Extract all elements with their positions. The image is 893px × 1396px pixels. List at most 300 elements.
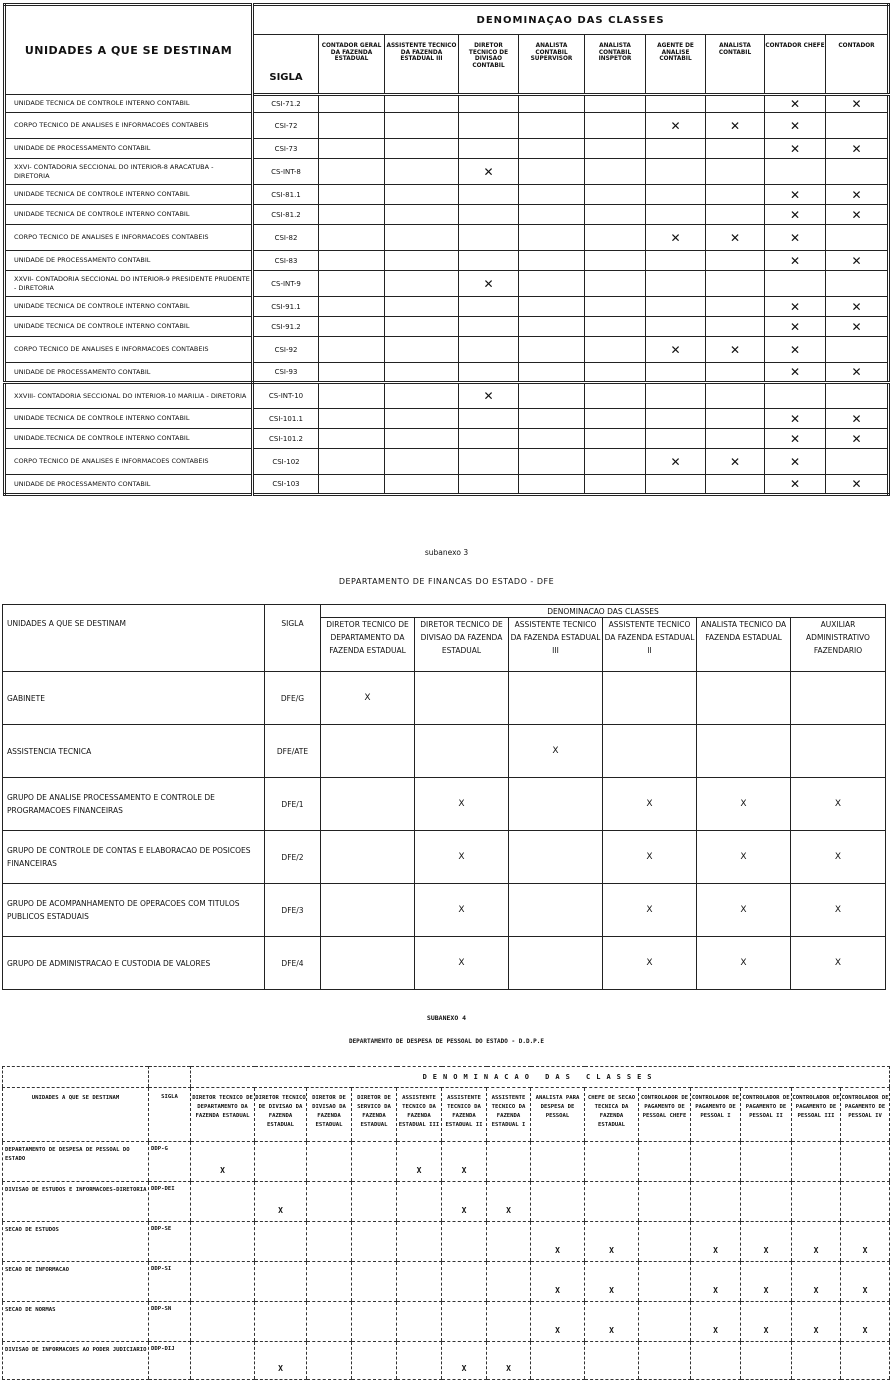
class-mark-cell: ✕ [765,429,826,449]
class-mark-cell [319,271,385,297]
class-mark-cell [646,159,706,185]
class-mark-cell [585,95,646,113]
class-mark-cell [519,185,585,205]
class-mark-cell [319,205,385,225]
class-mark-cell: ✕ [765,225,826,251]
class-mark-cell [585,297,646,317]
sigla-cell: CS-INT-9 [253,271,319,297]
class-mark-cell [519,449,585,475]
class-mark-cell [415,672,509,725]
class-header: ASSISTENTE TECNICO DA FAZENDA ESTADUAL I [487,1088,531,1142]
class-mark-cell [321,778,415,831]
subanexo-4-caption: SUBANEXO 4 [426,1014,467,1022]
class-mark-cell: X [741,1302,792,1342]
unit-cell: DIVISAO DE ESTUDOS E INFORMACOES-DIRETORIA [3,1182,149,1222]
class-mark-cell [519,475,585,495]
class-mark-cell [487,1302,531,1342]
table-row [3,672,886,725]
class-mark-cell [319,475,385,495]
class-mark-cell: X [531,1222,585,1262]
class-mark-cell [519,205,585,225]
units-header: UNIDADES A QUE SE DESTINAM [3,605,265,672]
class-mark-cell [585,139,646,159]
sigla-cell: CSI-91.1 [253,297,319,317]
class-mark-cell [352,1222,397,1262]
class-mark-cell [307,1222,352,1262]
class-mark-cell [321,884,415,937]
class-mark-cell [459,95,519,113]
class-mark-cell [706,159,765,185]
sigla-header: SIGLA [265,605,321,672]
unit-cell: UNIDADE TECNICA DE CONTROLE INTERNO CONTABIL [5,185,253,205]
class-mark-cell: X [741,1222,792,1262]
class-mark-cell [792,1342,841,1380]
class-mark-cell [585,363,646,383]
class-mark-cell [519,225,585,251]
class-mark-cell: ✕ [706,113,765,139]
class-mark-cell: ✕ [826,409,889,429]
class-mark-cell [519,113,585,139]
class-mark-cell [385,139,459,159]
unit-cell: SECAO DE INFORMACAO [3,1262,149,1302]
class-mark-cell [841,1142,890,1182]
class-header: CONTROLADOR DE PAGAMENTO DE PESSOAL CHEFE [639,1088,691,1142]
class-mark-cell: X [585,1302,639,1342]
class-mark-cell [307,1342,352,1380]
class-mark-cell [385,251,459,271]
class-header: DIRETOR TECNICO DE DEPARTAMENTO DA FAZENDA ESTADUAL [191,1088,255,1142]
class-mark-cell [706,363,765,383]
class-mark-cell: ✕ [765,139,826,159]
class-mark-cell [585,1342,639,1380]
sigla-cell: CSI-81.1 [253,185,319,205]
class-mark-cell: ✕ [826,95,889,113]
unit-cell: UNIDADE TECNICA DE CONTROLE INTERNO CONTABIL [5,205,253,225]
table-row [5,251,889,271]
class-mark-cell [352,1182,397,1222]
class-mark-cell [385,409,459,429]
class-mark-cell [826,225,889,251]
class-mark-cell [442,1222,487,1262]
class-mark-cell [646,185,706,205]
class-mark-cell: X [791,937,886,990]
class-mark-cell: X [792,1302,841,1342]
class-mark-cell: X [442,1342,487,1380]
class-mark-cell [321,937,415,990]
class-mark-cell: X [603,831,697,884]
class-mark-cell [191,1222,255,1262]
class-mark-cell: X [691,1222,741,1262]
class-mark-cell: ✕ [646,113,706,139]
class-mark-cell [255,1262,307,1302]
sigla-cell: CSI-81.2 [253,205,319,225]
sigla-cell: CSI-101.2 [253,429,319,449]
class-mark-cell [191,1262,255,1302]
class-mark-cell: ✕ [459,159,519,185]
class-mark-cell [255,1222,307,1262]
table-body [5,95,889,495]
class-mark-cell [385,475,459,495]
class-mark-cell: X [585,1262,639,1302]
class-mark-cell [639,1142,691,1182]
class-mark-cell [459,205,519,225]
sigla-cell: CSI-71.2 [253,95,319,113]
unit-cell: UNIDADE.TECNICA DE CONTROLE INTERNO CONTABIL [5,429,253,449]
class-mark-cell: X [603,884,697,937]
class-mark-cell [307,1262,352,1302]
class-mark-cell: X [697,778,791,831]
class-mark-cell [519,429,585,449]
class-mark-cell [459,113,519,139]
subanexo-4-title: DEPARTAMENTO DE DESPESA DE PESSOAL DO ESTADO - D.D.P.E [348,1038,545,1045]
class-header: ANALISTA CONTABIL SUPERVISOR [519,35,585,95]
class-mark-cell [706,429,765,449]
class-mark-cell [255,1142,307,1182]
unit-cell: SECAO DE NORMAS [3,1302,149,1342]
table-row [5,317,889,337]
class-mark-cell: ✕ [765,475,826,495]
table-row [5,475,889,495]
class-mark-cell: ✕ [826,251,889,271]
class-mark-cell [646,297,706,317]
class-header: ASSISTENTE TECNICO DA FAZENDA ESTADUAL II [603,618,697,672]
class-mark-cell [459,251,519,271]
sigla-cell: DFE/3 [265,884,321,937]
unit-cell: UNIDADE TECNICA DE CONTROLE INTERNO CONTABIL [5,409,253,429]
unit-cell: XXVI- CONTADORIA SECCIONAL DO INTERIOR-8 ARACATUBA - DIRETORIA [5,159,253,185]
class-mark-cell: ✕ [765,409,826,429]
class-mark-cell: X [531,1302,585,1342]
class-mark-cell: ✕ [765,185,826,205]
class-mark-cell [459,317,519,337]
sigla-cell: DDP-SN [149,1302,191,1342]
unit-cell: UNIDADE TECNICA DE CONTROLE INTERNO CONTABIL [5,297,253,317]
class-mark-cell: X [792,1222,841,1262]
class-mark-cell: X [691,1302,741,1342]
class-mark-cell [585,337,646,363]
sigla-header: SIGLA [149,1088,191,1142]
class-mark-cell [509,831,603,884]
class-mark-cell [397,1262,442,1302]
unit-cell: GRUPO DE ACOMPANHAMENTO DE OPERACOES COM TITULOS PUBLICOS ESTADUAIS [3,884,265,937]
class-mark-cell [519,297,585,317]
sigla-cell: DFE/4 [265,937,321,990]
class-mark-cell [646,317,706,337]
class-mark-cell: X [585,1222,639,1262]
class-mark-cell [841,1182,890,1222]
class-header: AGENTE DE ANALISE CONTABIL [646,35,706,95]
class-mark-cell: X [415,778,509,831]
table-row [3,884,886,937]
class-mark-cell [791,672,886,725]
class-mark-cell [487,1262,531,1302]
class-mark-cell: X [697,884,791,937]
class-mark-cell [319,363,385,383]
class-mark-cell [706,205,765,225]
unit-cell: XXVIII- CONTADORIA SECCIONAL DO INTERIOR-10 MARILIA - DIRETORIA [5,383,253,409]
class-mark-cell [706,185,765,205]
class-mark-cell: ✕ [826,185,889,205]
class-mark-cell [826,337,889,363]
class-mark-cell [706,139,765,159]
table-row [5,383,889,409]
class-mark-cell [255,1302,307,1342]
class-mark-cell [459,449,519,475]
class-mark-cell [385,205,459,225]
subanexo-3-caption: subanexo 3 [424,548,469,557]
class-mark-cell [319,449,385,475]
unit-cell: GRUPO DE ANALISE PROCESSAMENTO E CONTROLE DE PROGRAMACOES FINANCEIRAS [3,778,265,831]
class-mark-cell: X [442,1142,487,1182]
class-header: ANALISTA CONTABIL INSPETOR [585,35,646,95]
unit-cell: UNIDADE TECNICA DE CONTROLE INTERNO CONTABIL [5,317,253,337]
class-header: DIRETOR DE SERVICO DA FAZENDA ESTADUAL [352,1088,397,1142]
unit-cell: CORPO TECNICO DE ANALISES E INFORMACOES CONTABEIS [5,337,253,363]
unit-cell: ASSISTENCIA TECNICA [3,725,265,778]
class-mark-cell: ✕ [765,205,826,225]
class-header: AUXILIAR ADMINISTRATIVO FAZENDARIO [791,618,886,672]
table-row [3,778,886,831]
class-header: ANALISTA TECNICO DA FAZENDA ESTADUAL [697,618,791,672]
table-contadoria-classes [3,3,890,496]
class-mark-cell [826,383,889,409]
class-mark-cell: X [509,725,603,778]
sigla-cell: CSI-82 [253,225,319,251]
class-mark-cell [459,185,519,205]
class-mark-cell: ✕ [459,383,519,409]
class-mark-cell [585,409,646,429]
class-mark-cell [691,1142,741,1182]
sigla-cell: DDP-SI [149,1262,191,1302]
class-mark-cell: ✕ [826,317,889,337]
table-row [5,113,889,139]
unit-cell: GRUPO DE CONTROLE DE CONTAS E ELABORACAO DE POSICOES FINANCEIRAS [3,831,265,884]
class-mark-cell [352,1262,397,1302]
table-dfe-classes [2,604,886,990]
class-header: ANALISTA PARA DESPESA DE PESSOAL [531,1088,585,1142]
table-row [5,185,889,205]
class-mark-cell [646,363,706,383]
table-row [5,449,889,475]
units-header: UNIDADES A QUE SE DESTINAM [5,5,253,95]
class-mark-cell [385,113,459,139]
class-mark-cell [519,251,585,271]
table-row [3,1302,890,1342]
class-mark-cell [519,409,585,429]
sigla-cell: CSI-72 [253,113,319,139]
class-mark-cell [397,1342,442,1380]
class-mark-cell [697,672,791,725]
class-mark-cell [585,251,646,271]
class-mark-cell [531,1182,585,1222]
class-mark-cell [691,1342,741,1380]
unit-cell: GRUPO DE ADMINISTRACAO E CUSTODIA DE VALORES [3,937,265,990]
class-mark-cell [487,1222,531,1262]
class-mark-cell [319,297,385,317]
sigla-cell: DDP-DIJ [149,1342,191,1380]
class-mark-cell: X [487,1182,531,1222]
table-row [5,139,889,159]
unit-cell: UNIDADE DE PROCESSAMENTO CONTABIL [5,251,253,271]
class-mark-cell: ✕ [765,337,826,363]
class-mark-cell [321,831,415,884]
class-mark-cell [585,159,646,185]
sigla-cell: CSI-92 [253,337,319,363]
class-mark-cell: X [531,1262,585,1302]
class-mark-cell [765,383,826,409]
class-mark-cell [319,317,385,337]
class-header: CHEFE DE SECAO TECNICA DA FAZENDA ESTADUAL [585,1088,639,1142]
class-header: DIRETOR TECNICO DE DIVISAO DA FAZENDA ESTADUAL [415,618,509,672]
table-row [5,297,889,317]
class-mark-cell [319,95,385,113]
class-mark-cell [319,251,385,271]
class-mark-cell [459,429,519,449]
class-mark-cell [639,1342,691,1380]
class-mark-cell [792,1182,841,1222]
unit-cell: DEPARTAMENTO DE DESPESA DE PESSOAL DO ESTADO [3,1142,149,1182]
class-mark-cell: X [841,1222,890,1262]
denominacao-header: DENOMINACAO DAS CLASSES [321,605,886,618]
table-ddpe-classes [2,1066,890,1380]
class-mark-cell: X [415,884,509,937]
class-mark-cell: X [791,884,886,937]
class-header: CONTROLADOR DE PAGAMENTO DE PESSOAL IV [841,1088,890,1142]
class-header: ASSISTENTE TECNICO DA FAZENDA ESTADUAL III [397,1088,442,1142]
class-mark-cell [191,1342,255,1380]
unit-cell: DIVISAO DE INFORMACOES AO PODER JUDICIARIO [3,1342,149,1380]
class-mark-cell [191,1182,255,1222]
sigla-cell: CS-INT-10 [253,383,319,409]
sigla-cell: CSI-103 [253,475,319,495]
class-mark-cell: X [603,778,697,831]
class-mark-cell [519,383,585,409]
class-mark-cell [646,205,706,225]
sigla-cell: DFE/2 [265,831,321,884]
class-mark-cell [385,225,459,251]
unit-cell: GABINETE [3,672,265,725]
class-mark-cell [509,937,603,990]
class-mark-cell [385,429,459,449]
class-mark-cell [639,1222,691,1262]
class-mark-cell [639,1302,691,1342]
unit-cell: CORPO TECNICO DE ANALISES E INFORMACOES CONTABEIS [5,225,253,251]
class-mark-cell: ✕ [706,449,765,475]
class-mark-cell [385,95,459,113]
class-mark-cell [585,429,646,449]
class-mark-cell [459,475,519,495]
sigla-cell: CSI-102 [253,449,319,475]
class-mark-cell [397,1302,442,1342]
denominacao-header: DENOMINAÇAO DAS CLASSES [253,5,889,35]
class-mark-cell [385,449,459,475]
class-mark-cell: ✕ [765,251,826,271]
unit-cell: SECAO DE ESTUDOS [3,1222,149,1262]
class-mark-cell [459,337,519,363]
sigla-cell: DFE/1 [265,778,321,831]
class-header: CONTADOR [826,35,889,95]
sigla-cell: DFE/G [265,672,321,725]
table-row [5,429,889,449]
class-mark-cell: X [255,1342,307,1380]
class-mark-cell [519,363,585,383]
sigla-cell: DDP-DEI [149,1182,191,1222]
class-mark-cell [706,271,765,297]
sigla-header: SIGLA [253,35,319,95]
class-header: ASSISTENTE TECNICO DA FAZENDA ESTADUAL II [442,1088,487,1142]
class-mark-cell [352,1302,397,1342]
class-mark-cell [741,1182,792,1222]
class-mark-cell [826,113,889,139]
class-mark-cell [352,1342,397,1380]
class-mark-cell: X [697,831,791,884]
class-mark-cell [519,317,585,337]
class-mark-cell: X [691,1262,741,1302]
class-mark-cell [385,317,459,337]
class-mark-cell [459,363,519,383]
class-mark-cell [459,225,519,251]
class-mark-cell: X [191,1142,255,1182]
class-header: DIRETOR TECNICO DE DIVISAO CONTABIL [459,35,519,95]
class-mark-cell [741,1342,792,1380]
unit-cell: UNIDADE TECNICA DE CONTROLE INTERNO CONTABIL [5,95,253,113]
sigla-cell: CS-INT-8 [253,159,319,185]
class-mark-cell [646,271,706,297]
class-mark-cell: X [841,1302,890,1342]
class-mark-cell [585,475,646,495]
class-mark-cell [585,317,646,337]
table-body [3,672,886,990]
class-mark-cell [826,271,889,297]
class-mark-cell [585,383,646,409]
class-mark-cell: X [321,672,415,725]
class-mark-cell [319,429,385,449]
class-mark-cell [646,475,706,495]
class-mark-cell [585,1142,639,1182]
class-mark-cell [397,1222,442,1262]
class-mark-cell [319,337,385,363]
class-mark-cell [826,159,889,185]
table-row [3,1182,890,1222]
class-mark-cell: X [791,831,886,884]
class-mark-cell [191,1302,255,1342]
class-mark-cell: ✕ [765,113,826,139]
class-mark-cell: ✕ [826,205,889,225]
class-header: CONTADOR CHEFE [765,35,826,95]
class-mark-cell [509,884,603,937]
class-mark-cell: ✕ [646,449,706,475]
class-mark-cell [706,251,765,271]
class-mark-cell [319,139,385,159]
class-header: CONTROLADOR DE PAGAMENTO DE PESSOAL III [792,1088,841,1142]
class-mark-cell: ✕ [765,317,826,337]
class-mark-cell [585,1182,639,1222]
class-mark-cell [706,383,765,409]
class-mark-cell: ✕ [646,225,706,251]
class-mark-cell: ✕ [765,363,826,383]
class-mark-cell [307,1302,352,1342]
class-mark-cell: X [442,1182,487,1222]
table-row [5,95,889,113]
class-mark-cell [487,1142,531,1182]
class-mark-cell [459,297,519,317]
table-row [3,937,886,990]
class-mark-cell: ✕ [826,297,889,317]
class-mark-cell [646,95,706,113]
class-mark-cell [321,725,415,778]
class-header: DIRETOR TECNICO DE DIVISAO DA FAZENDA ESTADUAL [255,1088,307,1142]
unit-cell: UNIDADE DE PROCESSAMENTO CONTABIL [5,475,253,495]
